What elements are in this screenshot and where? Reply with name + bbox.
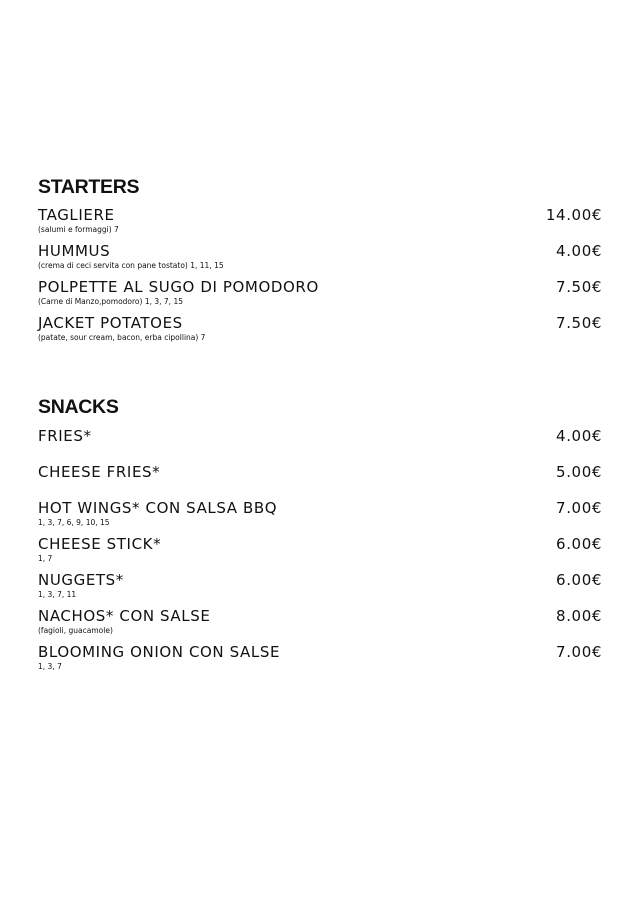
item-description: (crema di ceci servita con pane tostato) 1, 11, 15 <box>38 261 224 270</box>
item-name: NUGGETS* <box>38 571 124 589</box>
section-title-snacks: SNACKS <box>38 396 119 418</box>
item-name: TAGLIERE <box>38 206 115 224</box>
item-name: HOT WINGS* CON SALSA BBQ <box>38 499 278 517</box>
starters-list <box>38 206 602 350</box>
item-description: (fagioli, guacamole) <box>38 626 113 635</box>
item-name: JACKET POTATOES <box>38 314 183 332</box>
snacks-list <box>38 427 602 679</box>
item-description: (patate, sour cream, bacon, erba cipollina) 7 <box>38 333 206 342</box>
menu-item <box>38 643 602 679</box>
item-name: CHEESE STICK* <box>38 535 162 553</box>
item-price: 4.00€ <box>556 242 602 260</box>
item-price: 6.00€ <box>556 535 602 553</box>
menu-item <box>38 242 602 278</box>
item-description: (salumi e formaggi) 7 <box>38 225 119 234</box>
snacks-section <box>38 395 602 679</box>
section-title-starters: STARTERS <box>38 176 140 198</box>
item-description: 1, 3, 7, 11 <box>38 590 77 599</box>
menu-item <box>38 314 602 350</box>
menu-item <box>38 499 602 535</box>
item-price: 6.00€ <box>556 571 602 589</box>
menu-item <box>38 278 602 314</box>
item-name: POLPETTE AL SUGO DI POMODORO <box>38 278 319 296</box>
menu-item <box>38 571 602 607</box>
item-name: BLOOMING ONION CON SALSE <box>38 643 281 661</box>
item-price: 7.00€ <box>556 643 602 661</box>
item-name: HUMMUS <box>38 242 111 260</box>
item-description: 1, 3, 7 <box>38 662 62 671</box>
item-price: 8.00€ <box>556 607 602 625</box>
item-price: 4.00€ <box>556 427 602 445</box>
starters-section <box>38 175 602 350</box>
menu-item <box>38 206 602 242</box>
menu-item <box>38 463 602 499</box>
item-description: 1, 7 <box>38 554 53 563</box>
item-name: FRIES* <box>38 427 92 445</box>
item-name: CHEESE FRIES* <box>38 463 161 481</box>
menu-item <box>38 427 602 463</box>
menu-item <box>38 607 602 643</box>
item-price: 7.50€ <box>556 278 602 296</box>
menu-item <box>38 535 602 571</box>
item-price: 14.00€ <box>545 206 602 224</box>
item-name: NACHOS* CON SALSE <box>38 607 211 625</box>
item-description: 1, 3, 7, 6, 9, 10, 15 <box>38 518 110 527</box>
item-price: 7.00€ <box>556 499 602 517</box>
item-description: (Carne di Manzo,pomodoro) 1, 3, 7, 15 <box>38 297 183 306</box>
item-price: 5.00€ <box>556 463 602 481</box>
item-price: 7.50€ <box>556 314 602 332</box>
